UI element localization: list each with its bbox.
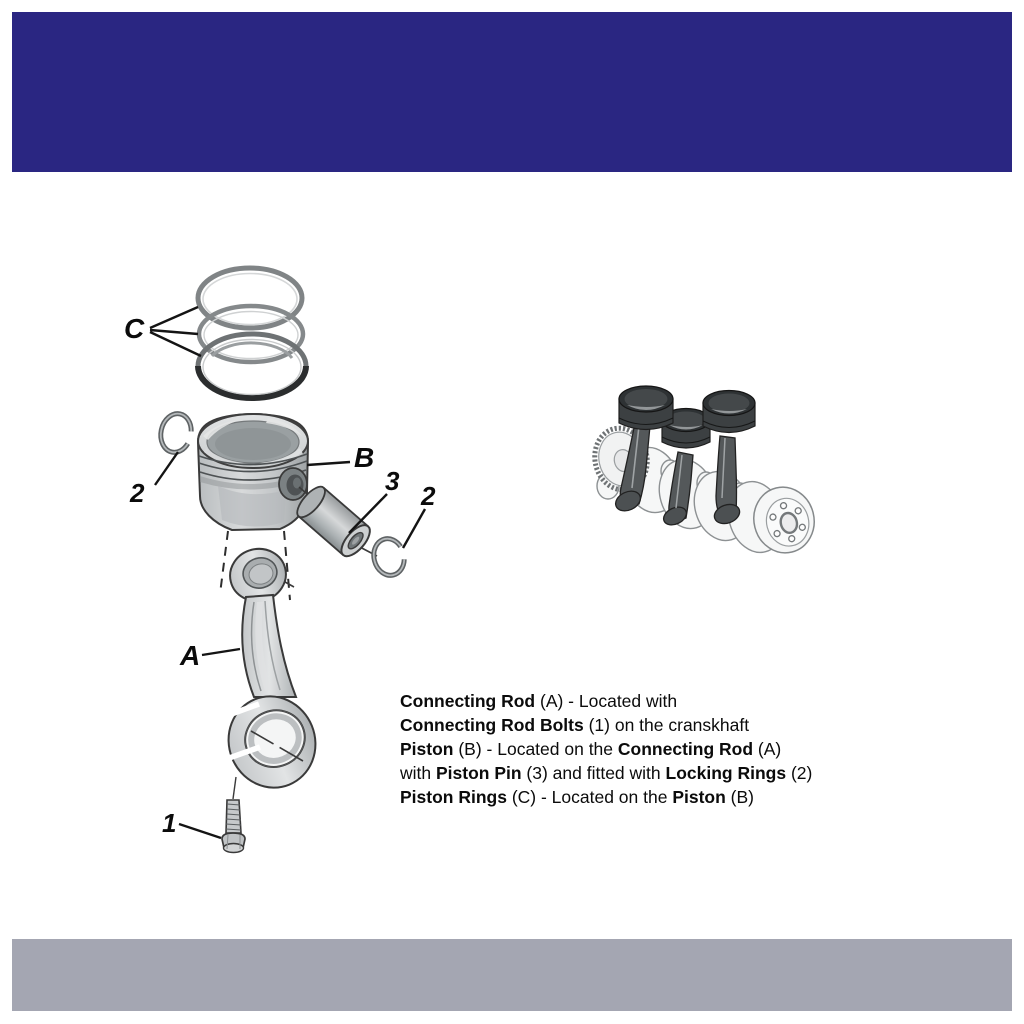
- connecting-rod-illustration: [215, 543, 329, 801]
- assembly-piston-left: [619, 386, 673, 430]
- label-connecting-rod-bolt: 1: [162, 808, 177, 838]
- piston-rings-illustration: [198, 268, 306, 398]
- caption-line: Piston Rings (C) - Located on the Piston (B): [400, 787, 755, 807]
- assembly-piston-right: [703, 391, 755, 433]
- label-piston: B: [354, 442, 375, 473]
- caption: [400, 689, 910, 809]
- label-piston-rings: C: [124, 313, 145, 344]
- bottom-banner: [12, 939, 1012, 1011]
- caption-line: Connecting Rod (A) - Located with: [400, 691, 678, 711]
- label-connecting-rod: A: [180, 640, 201, 671]
- locking-ring-right-illustration: [370, 535, 408, 578]
- caption-line: with Piston Pin (3) and fitted with Locking Rings (2): [400, 763, 813, 783]
- caption-line: Piston (B) - Located on the Connecting Rod (A): [400, 739, 782, 759]
- label-locking-ring-left: 2: [130, 478, 145, 508]
- locking-ring-left-illustration: [157, 411, 194, 455]
- label-piston-pin: 3: [385, 466, 400, 496]
- top-banner: [12, 12, 1012, 172]
- piston-illustration: [198, 414, 308, 530]
- caption-line: Connecting Rod Bolts (1) on the cranskhaft: [400, 715, 750, 735]
- crankshaft-assembly-illustration: [570, 368, 826, 588]
- label-locking-ring-right: 2: [421, 481, 436, 511]
- label-piston-rings-group: [124, 307, 201, 356]
- connecting-rod-bolt-illustration: [222, 800, 245, 853]
